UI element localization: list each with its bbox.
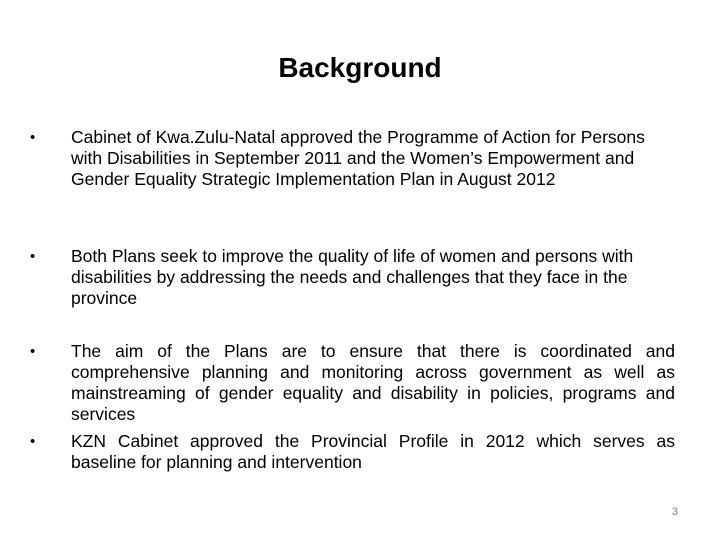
bullet-item bbox=[30, 127, 675, 190]
bullet-item bbox=[30, 431, 675, 473]
bullet-dot-icon: • bbox=[30, 248, 36, 265]
page-number: 3 bbox=[671, 506, 678, 518]
bullet-dot-icon: • bbox=[30, 433, 36, 450]
bullet-text: KZN Cabinet approved the Provincial Profile in 2012 which serves as baseline for planning and intervention bbox=[71, 431, 675, 472]
bullet-item bbox=[30, 341, 675, 425]
bullet-text: Both Plans seek to improve the quality of life of women and persons with disabilities by addressing the needs and challenges that they face in the province bbox=[71, 246, 634, 308]
bullet-item bbox=[30, 246, 675, 309]
bullet-dot-icon: • bbox=[30, 129, 36, 146]
bullet-dot-icon: • bbox=[30, 343, 36, 360]
bullet-text: The aim of the Plans are to ensure that there is coordinated and comprehensive planning and monitoring across government as well as mainstreaming of gender equality and disability in policies, programs and services bbox=[71, 341, 675, 424]
slide-title: Background bbox=[278, 52, 442, 83]
bullet-text: Cabinet of Kwa.Zulu-Natal approved the Programme of Action for Persons with Disabilities in September 2011 and the Women’s Empowerment and Gender Equality Strategic Implementation Plan in August 2012 bbox=[71, 127, 645, 189]
